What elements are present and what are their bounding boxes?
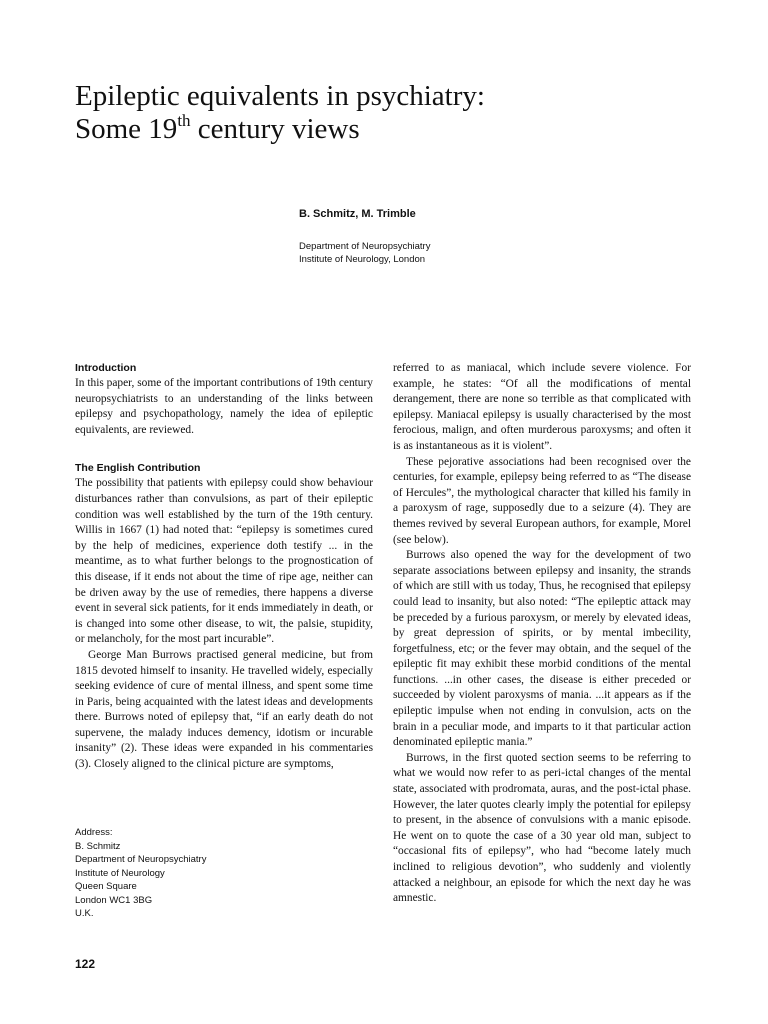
right-column <box>393 361 691 907</box>
right-paragraph-2: These pejorative associations had been recognised over the centuries, for example, epilepsy being referred to as “The disease of Hercules”, the mythological character that killed his family in a paroxysm of rage, supposedly due to a seizure (4). They are themes revived by several European authors, for example, Morel (see below). <box>393 455 691 546</box>
title-line-2-start: Some 19 <box>75 113 178 145</box>
title-line-2-end: century views <box>190 113 360 145</box>
affiliation <box>299 240 430 266</box>
authors: B. Schmitz, M. Trimble <box>299 208 416 220</box>
article-title <box>75 80 695 146</box>
title-superscript: th <box>177 111 191 130</box>
right-paragraph-1: referred to as maniacal, which include severe violence. For example, he states: “Of all the modifications of mental derangement, there are none so terrible as that complicated with epilepsy. Maniacal epilepsy is usually characterised by the most ferocious, malign, and often murderous paroxysms; and often it is as instantaneous as it is violent”. <box>393 362 691 452</box>
page-number: 122 <box>75 957 96 971</box>
address-line: Queen Square <box>75 881 137 892</box>
address-line: U.K. <box>75 908 94 919</box>
address-line: Institute of Neurology <box>75 867 165 879</box>
title-line-1: Epileptic equivalents in psychiatry: <box>75 80 485 112</box>
address-label: Address: <box>75 827 113 838</box>
right-paragraph-4: Burrows, in the first quoted section seems to be referring to what we would now refer to as peri-ictal changes of the mental state, associated with prodromata, auras, and the post-ictal phase. However, the later quotes clearly imply the potential for epilepsy to present, in the absence of convulsions with a manic episode. He went on to quote the case of a 30 year old man, subject to “occasional fits of epilepsy”, who had “become lately much inclined to religious devotion”, who suddenly and violently attacked a neighbour, an episode for which the next day he was amnestic. <box>393 751 691 905</box>
address-line: Department of Neuropsychiatry <box>75 854 207 865</box>
correspondence-address <box>75 826 206 921</box>
address-line: B. Schmitz <box>75 840 121 852</box>
heading-english-contribution: The English Contribution <box>75 462 201 475</box>
intro-paragraph: In this paper, some of the important contributions of 19th century neuropsychiatrists to an understanding of the links between epilepsy and psychopathology, namely the idea of epileptic equivalents, are reviewed. <box>75 377 373 436</box>
right-paragraph-3: Burrows also opened the way for the development of two separate associations between epilepsy and insanity, the strands of which are still with us today, Thus, he recognised that epilepsy could lead to insanity, but also noted: “The epileptic attack may be preceded by a furious paroxysm, or merely by elevated ideas, by great depression of spirits, or by mental imbecility, forgetfulness, etc; or the fever may obtain, and the sequel of the epileptic fit may exhibit these morbid conditions of the mental functions. ...in other cases, the disease is either preceded or succeeded by violent paroxysms of mania. ...it appears as if the epileptic impulse when not ending in convulsion, acts on the brain in a peculiar mode, and imparts to it that particular action denominated epileptic mania.” <box>393 549 691 749</box>
english-paragraph-1: The possibility that patients with epilepsy could show behaviour disturbances rather than convulsions, as part of their epileptic condition was well established by the turn of the 19th century. Willis in 1667 (1) had noted that: “epilepsy is sometimes cured by the help of medicines, experience doth testify ... in the meantime, as to what further belongs to the prognostication of this disease, if it ends not about the time of ripe age, neither can be driven away by the use of remedies, there happens a diverse event in several sick patients, for it ends immediately in death, or is changed into some other disease, to wit, the palsie, stupidity, or melancholy, for the most part incurable”. <box>75 477 373 646</box>
address-line: London WC1 3BG <box>75 894 153 906</box>
english-paragraph-2: George Man Burrows practised general medicine, but from 1815 devoted himself to insanity. He travelled widely, especially seeking evidence of cure of mental illness, and spent some time in Paris, being acquainted with the latest ideas and developments there. Burrows noted of epilepsy that, “if an early death do not supervene, the malady induces demency, idotism or incurable insanity” (2). These ideas were expanded in his commentaries (3). Closely aligned to the clinical picture are symptoms, <box>75 648 373 771</box>
affiliation-line-2: Institute of Neurology, London <box>299 254 426 265</box>
affiliation-line-1: Department of Neuropsychiatry <box>299 241 431 252</box>
left-column <box>75 361 373 773</box>
heading-introduction: Introduction <box>75 362 137 374</box>
